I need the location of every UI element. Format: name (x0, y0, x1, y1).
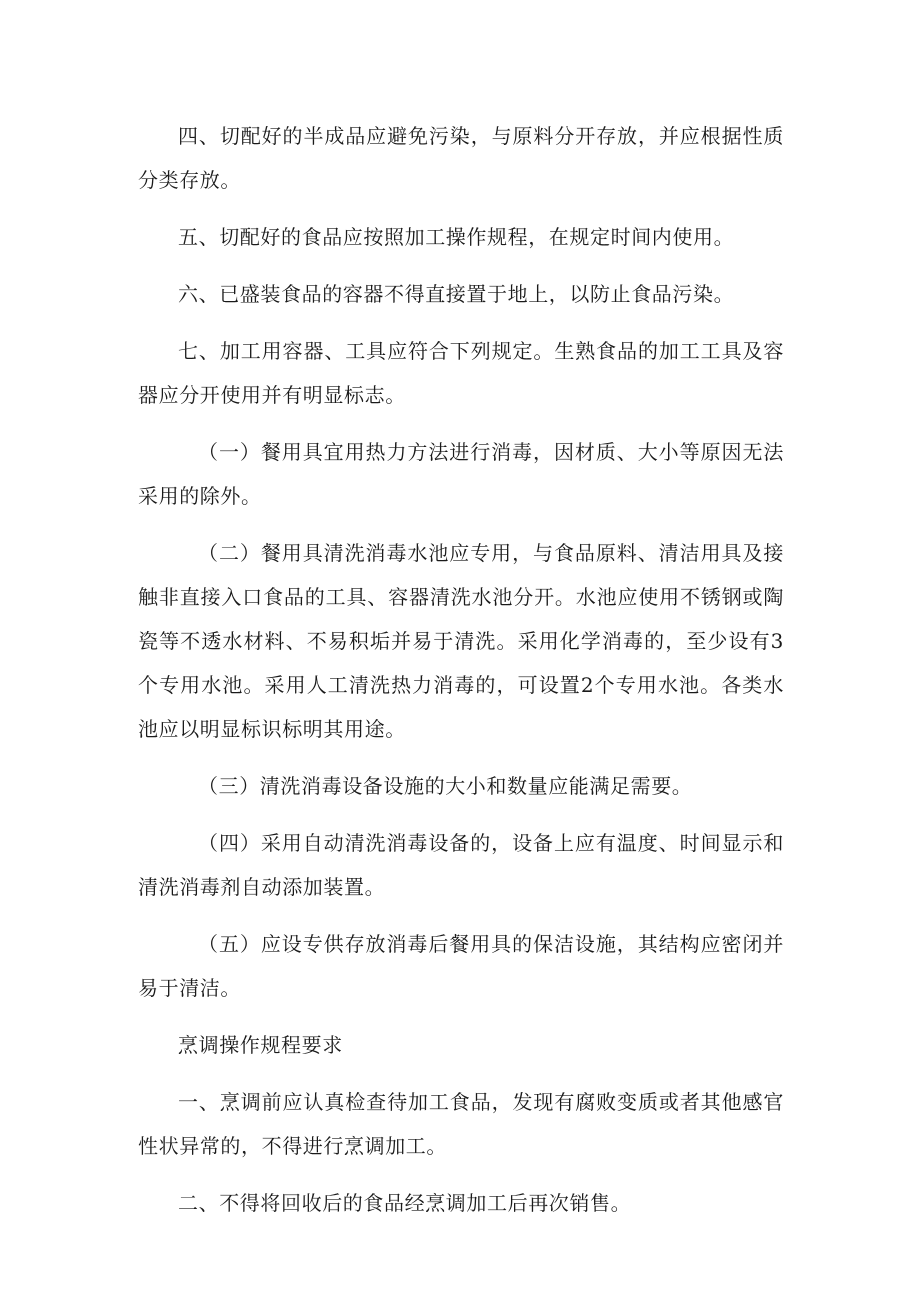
sub-item-1: （一）餐用具宜用热力方法进行消毒，因材质、大小等原因无法采用的除外。 (138, 440, 784, 508)
section-heading: 烹调操作规程要求 (178, 1033, 343, 1057)
paragraph-6: 六、已盛装食品的容器不得直接置于地上，以防止食品污染。 (178, 282, 735, 306)
paragraph-4: 四、切配好的半成品应避免污染，与原料分开存放，并应根据性质分类存放。 (138, 124, 784, 192)
sub-item-4: （四）采用自动清洗消毒设备的，设备上应有温度、时间显示和清洗消毒剂自动添加装置。 (138, 831, 784, 899)
cooking-rule-1: 一、烹调前应认真检查待加工食品，发现有腐败变质或者其他感官性状异常的，不得进行烹调加工。 (138, 1090, 784, 1158)
paragraph-5: 五、切配好的食品应按照加工操作规程，在规定时间内使用。 (178, 225, 735, 249)
sub-item-5: （五）应设专供存放消毒后餐用具的保洁设施，其结构应密闭并易于清洁。 (138, 932, 784, 1000)
sub-item-3: （三）清洗消毒设备设施的大小和数量应能满足需要。 (198, 774, 693, 798)
sub-item-2: （二）餐用具清洗消毒水池应专用，与食品原料、清洁用具及接触非直接入口食品的工具、容器清洗水池分开。水池应使用不锈钢或陶瓷等不透水材料、不易积垢并易于清洗。采用化学消毒的，至少设有3个专用水池。采用人工清洗热力消毒的，可设置2个专用水池。各类水池应以明显标识标明其用途。 (138, 541, 784, 741)
cooking-rule-2: 二、不得将回收后的食品经烹调加工后再次销售。 (178, 1191, 632, 1215)
paragraph-7: 七、加工用容器、工具应符合下列规定。生熟食品的加工工具及容器应分开使用并有明显标志。 (138, 339, 784, 407)
document-body (138, 114, 784, 1238)
